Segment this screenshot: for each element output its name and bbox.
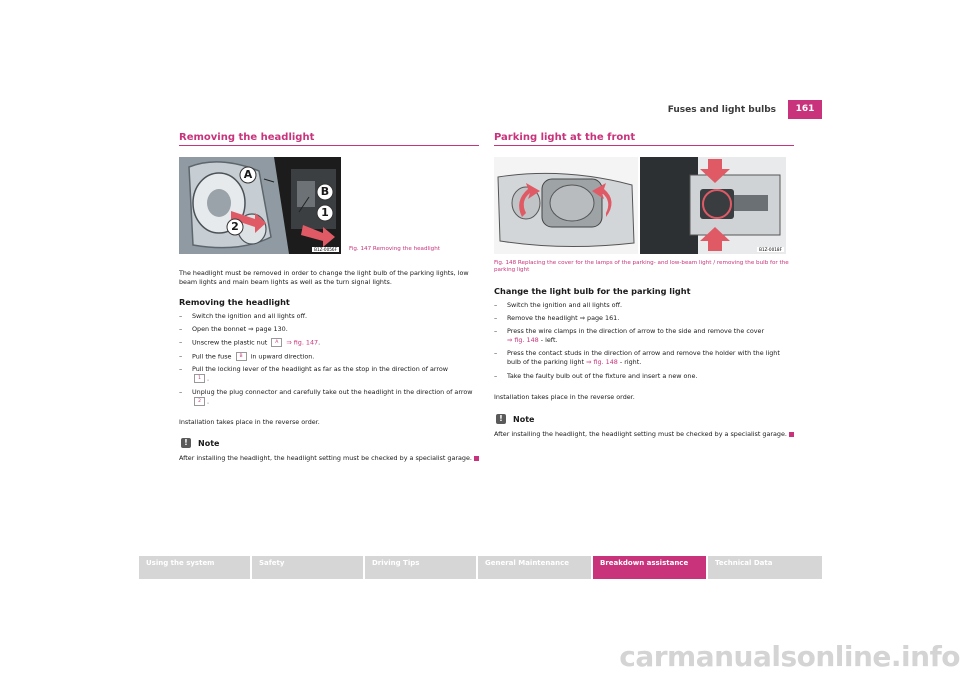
parking-bulb-illustration [640, 157, 786, 254]
ref-box-2: 2 [194, 397, 205, 406]
fig-label-b: B [320, 185, 330, 198]
figure-code: B1Z-0018F [759, 247, 782, 252]
step-text: Press the contact studs in the direction of arrow and remove the holder with the light bulb of the parking light [507, 349, 780, 367]
note-body: After installing the headlight, the headlight setting must be checked by a specialist garage. [494, 430, 787, 438]
step-text: Take the faulty bulb out of the fixture and insert a new one. [507, 371, 698, 380]
note-header-right [496, 414, 534, 424]
step-end: - left. [538, 336, 558, 345]
tab-breakdown-assistance[interactable]: Breakdown assistance [593, 556, 706, 579]
fig-148-link[interactable]: ⇒ fig. 148 [507, 336, 539, 345]
step-item [179, 325, 479, 334]
step-text: Remove the headlight ⇒ page 161. [507, 314, 620, 323]
step-item [179, 312, 479, 321]
step-end: . [207, 397, 210, 406]
step-item [179, 338, 479, 348]
install-note-left: Installation takes place in the reverse order. [179, 418, 320, 426]
info-icon: ! [496, 414, 506, 424]
subheading-left: Removing the headlight [179, 297, 290, 307]
step-item [494, 372, 794, 381]
note-text-right [494, 430, 794, 439]
step-text: Press the wire clamps in the direction of arrow to the side and remove the cover [507, 327, 765, 336]
step-item [494, 301, 794, 310]
step-text: Switch the ignition and all lights off. [507, 301, 623, 309]
headlight-illustration [179, 157, 341, 254]
page-number: 161 [788, 100, 822, 119]
step-end: - right. [617, 358, 642, 367]
step-text: Open the bonnet ⇒ page 130. [192, 325, 288, 334]
install-note-right: Installation takes place in the reverse order. [494, 393, 635, 401]
intro-paragraph: The headlight must be removed in order to change the light bulb of the parking lights, low beam lights and main beam lights as well as the turn signal lights. [179, 269, 469, 287]
step-item [494, 327, 794, 345]
figure-147-image [179, 157, 341, 254]
step-item [494, 349, 794, 367]
tab-technical-data[interactable]: Technical Data [708, 556, 822, 579]
note-text-left [179, 454, 479, 463]
end-of-section-icon [789, 432, 794, 437]
heading-rule-left [179, 145, 479, 146]
subheading-right: Change the light bulb for the parking light [494, 286, 691, 296]
steps-list-left [179, 312, 479, 411]
figure-148-left-image [494, 157, 638, 254]
headlight-cover-illustration [494, 157, 638, 254]
fig-label-a: A [243, 168, 253, 181]
step-item [179, 388, 479, 407]
step-text: Unplug the plug connector and carefully take out the headlight in the direction of arrow [192, 388, 473, 397]
fig-148-link[interactable]: ⇒ fig. 148 [586, 358, 618, 367]
step-end: . [207, 374, 210, 383]
note-header-left [181, 438, 219, 448]
figure-148-caption: Fig. 148 Replacing the cover for the lamps of the parking- and low-beam light / removing the bulb for the parking light [494, 260, 789, 274]
section-heading-left: Removing the headlight [179, 132, 315, 143]
fig-label-2: 2 [231, 220, 239, 233]
step-text: Unscrew the plastic nut [192, 338, 268, 347]
figure-147-caption: Fig. 147 Removing the headlight [349, 246, 440, 252]
step-text: Pull the fuse [192, 352, 232, 361]
note-body: After installing the headlight, the headlight setting must be checked by a specialist garage. [179, 454, 472, 462]
fig-label-1: 1 [321, 206, 329, 219]
step-item [179, 365, 479, 384]
steps-list-right [494, 301, 794, 385]
note-title: Note [198, 438, 220, 448]
heading-rule-right [494, 145, 794, 146]
running-header-title: Fuses and light bulbs [667, 105, 776, 115]
tab-using-the-system[interactable]: Using the system [139, 556, 250, 579]
tab-safety[interactable]: Safety [252, 556, 363, 579]
figure-148-right-image [640, 157, 786, 254]
watermark-text: carmanualsonline.info [619, 640, 960, 673]
info-icon: ! [181, 438, 191, 448]
end-of-section-icon [474, 456, 479, 461]
step-item [494, 314, 794, 323]
step-item [179, 352, 479, 362]
tab-general-maintenance[interactable]: General Maintenance [478, 556, 591, 579]
tab-driving-tips[interactable]: Driving Tips [365, 556, 476, 579]
ref-box-b: B [236, 352, 247, 361]
step-text: Pull the locking lever of the headlight as far as the stop in the direction of arrow [192, 365, 449, 374]
ref-box-a: A [271, 338, 282, 347]
fig-147-link[interactable]: ⇒ fig. 147 [286, 338, 319, 347]
figure-code: B1Z-0056F [314, 247, 337, 252]
ref-box-1: 1 [194, 374, 205, 383]
section-heading-right: Parking light at the front [494, 132, 636, 143]
step-text: Switch the ignition and all lights off. [192, 312, 308, 320]
note-title: Note [513, 414, 535, 424]
step-end: . [318, 338, 321, 347]
step-text: in upward direction. [250, 352, 315, 361]
